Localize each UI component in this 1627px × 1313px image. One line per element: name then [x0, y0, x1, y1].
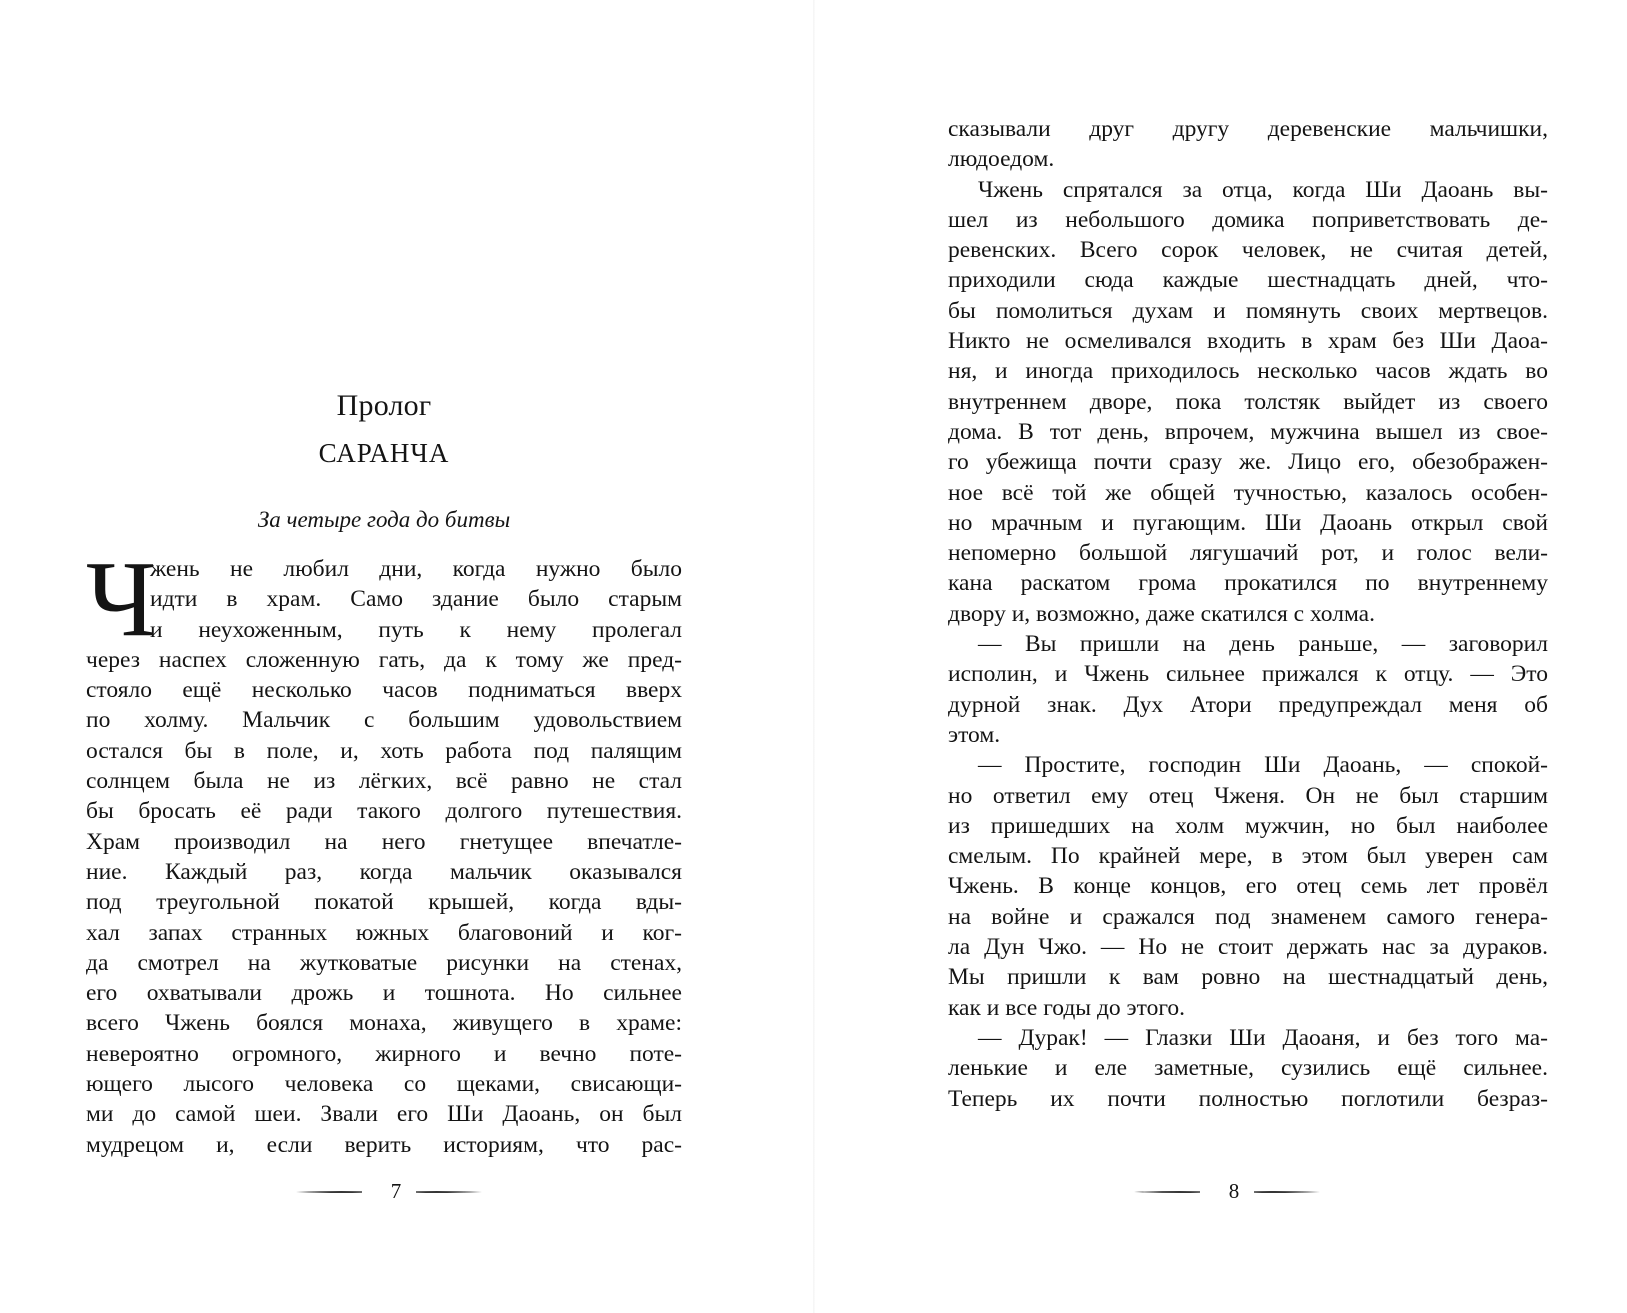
text-line: сказывали друг другу деревенские мальчишки, — [948, 116, 1548, 142]
text-line: двору и, возможно, даже скатился с холма. — [948, 600, 1375, 627]
text-line: всего Чжень боялся монаха, живущего в храме: — [86, 1010, 682, 1037]
right-page — [816, 0, 1627, 1313]
text-line: исполин, и Чжень сильнее прижался к отцу. — Это — [948, 661, 1548, 688]
text-line: кана раскатом грома прокатился по внутреннему — [948, 570, 1548, 597]
text-line: — Вы пришли на день раньше, — заговорил — [978, 631, 1548, 658]
drop-cap-lines — [150, 554, 682, 645]
text-line: дурной знак. Дух Атори предупреждал меня об — [948, 691, 1548, 718]
text-line: Храм производил на него гнетущее впечатле- — [86, 828, 682, 855]
chapter-heading — [84, 384, 684, 474]
text-line: мудрецом и, если верить историям, что рас- — [86, 1131, 682, 1158]
page-footer-right — [1134, 1179, 1334, 1203]
text-line: стояло ещё несколько часов подниматься вверх — [86, 677, 682, 704]
text-line: его охватывали дрожь и тошнота. Но сильнее — [86, 980, 682, 1007]
book-gutter — [813, 0, 815, 1313]
page-number: 7 — [390, 1179, 402, 1203]
text-line: жень не любил дни, когда нужно было — [150, 556, 682, 582]
text-line: бы помолиться духам и помянуть своих мертвецов. — [948, 297, 1548, 324]
left-body-lines — [86, 645, 682, 1160]
page-footer-left — [296, 1179, 496, 1203]
text-line: через наспех сложенную гать, да к тому же пред- — [86, 646, 682, 673]
text-line: да смотрел на жутковатые рисунки на стенах, — [86, 949, 682, 976]
left-ornament-rule — [296, 1188, 362, 1196]
left-page — [0, 0, 812, 1313]
text-line: остался бы в поле, и, хоть работа под палящим — [86, 737, 682, 764]
text-line: Теперь их почти полностью поглотили безраз- — [948, 1085, 1548, 1112]
drop-cap: Ч — [86, 540, 157, 659]
text-line: ла Дун Чжо. — Но не стоит держать нас за дураков. — [948, 934, 1548, 961]
text-line: ревенских. Всего сорок человек, не считая детей, — [948, 237, 1548, 264]
drop-cap-block — [86, 540, 682, 659]
text-line: как и все годы до этого. — [948, 994, 1186, 1021]
right-ornament-rule — [1254, 1188, 1320, 1196]
text-line: ня, и иногда приходилось несколько часов ждать во — [948, 358, 1548, 385]
text-line: го убежища почти сразу же. Лицо его, обезображен- — [948, 449, 1548, 476]
text-line: Чжень. В конце концов, его отец семь лет провёл — [948, 873, 1548, 900]
text-line: людоедом. — [948, 146, 1055, 173]
page-number: 8 — [1228, 1179, 1240, 1203]
epigraph: За четыре года до битвы — [257, 507, 511, 532]
left-page-text — [86, 540, 682, 1160]
left-ornament-rule — [1134, 1188, 1200, 1196]
text-line: — Простите, господин Ши Даоань, — спокой- — [978, 752, 1548, 779]
text-line: дома. В тот день, впрочем, мужчина вышел из свое- — [948, 418, 1548, 445]
text-line: смелым. По крайней мере, в этом был уверен сам — [948, 843, 1548, 870]
text-line: солнцем была не из лёгких, всё равно не стал — [86, 768, 682, 795]
text-line: ленькие и еле заметные, сузились ещё сильнее. — [948, 1055, 1548, 1082]
text-line: ющего лысого человека со щеками, свисающи- — [86, 1071, 682, 1098]
text-line: хал запах странных южных благовоний и ког- — [86, 919, 682, 946]
text-line: ми до самой шеи. Звали его Ши Даоань, он был — [86, 1101, 682, 1128]
text-line: под треугольной покатой крышей, когда вды- — [86, 889, 682, 916]
text-line: непомерно большой лягушачий рот, и голос вели- — [948, 540, 1548, 567]
prologue-title: Пролог — [336, 389, 432, 422]
text-line: и неухоженным, путь к нему пролегал — [150, 616, 682, 643]
text-line: на войне и сражался под знаменем самого генера- — [948, 903, 1548, 930]
text-line: внутреннем дворе, пока толстяк выйдет из своего — [948, 388, 1548, 415]
text-line: Никто не осмеливался входить в храм без Ши Даоа- — [948, 328, 1548, 355]
text-line: но мрачным и пугающим. Ши Даоань открыл свой — [948, 509, 1548, 536]
text-line: но ответил ему отец Чженя. Он не был старшим — [948, 782, 1548, 809]
text-line: ное всё той же общей тучностью, казалось особен- — [948, 479, 1548, 506]
right-page-text — [948, 114, 1548, 1114]
chapter-title: САРАНЧА — [318, 438, 450, 468]
text-line: Чжень спрятался за отца, когда Ши Даоань вы- — [978, 176, 1548, 203]
text-line: ние. Каждый раз, когда мальчик оказывался — [86, 858, 682, 885]
text-line: бы бросать её ради такого долгого путешествия. — [86, 798, 682, 825]
text-line: шел из небольшого домика поприветствовать де- — [948, 206, 1548, 233]
text-line: Мы пришли к вам ровно на шестнадцатый день, — [948, 964, 1548, 991]
text-line: по холму. Мальчик с большим удовольствием — [86, 707, 682, 734]
text-line: приходили сюда каждые шестнадцать дней, что- — [948, 267, 1548, 294]
text-line: этом. — [948, 721, 1001, 748]
text-line: — Дурак! — Глазки Ши Даоаня, и без того ма- — [978, 1024, 1548, 1051]
text-line: из пришедших на холм мужчин, но был наиболее — [948, 812, 1548, 839]
text-line: идти в храм. Само здание было старым — [150, 586, 682, 613]
right-ornament-rule — [416, 1188, 482, 1196]
text-line: невероятно огромного, жирного и вечно потe- — [86, 1040, 682, 1067]
